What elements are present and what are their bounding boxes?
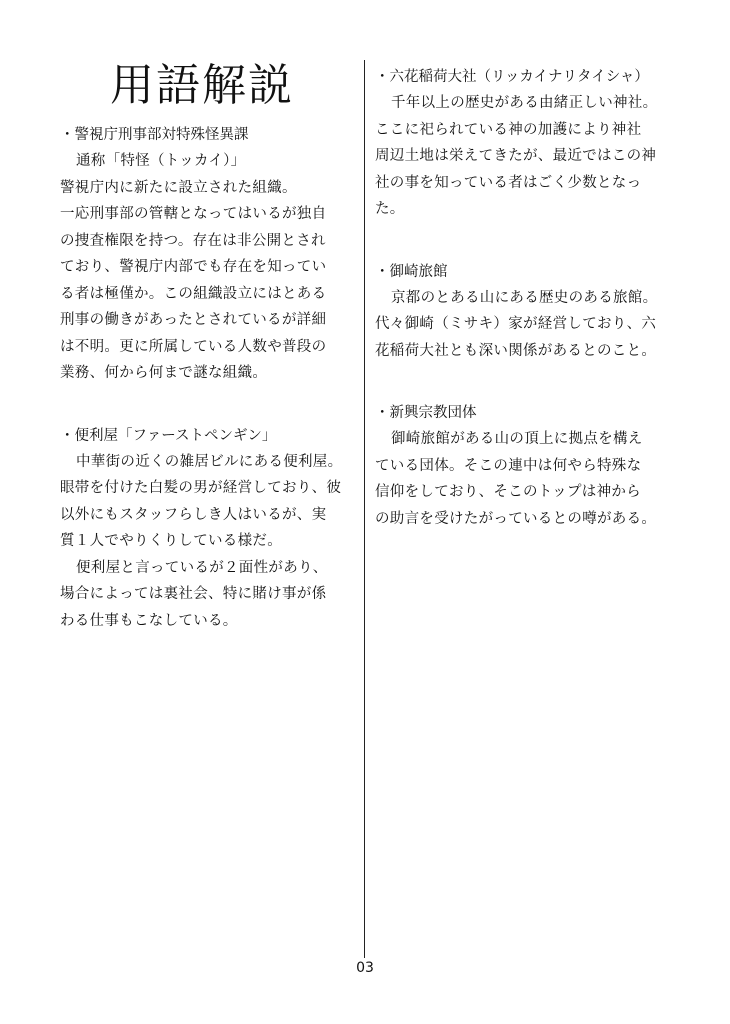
entry-line: 警視庁内に新たに設立された組織。 [60, 179, 297, 196]
entry-line: ここに祀られている神の加護により神社 [375, 121, 642, 138]
entry-line: 中華街の近くの雑居ビルにある便利屋。 [76, 453, 343, 470]
entry-heading: ・新興宗教団体 [375, 405, 477, 421]
glossary-entry [60, 122, 360, 387]
entry-line: 京都のとある山にある歴史のある旅館。 [391, 289, 658, 306]
entry-heading: ・六花稲荷大社（リッカイナリタイシャ） [375, 69, 649, 85]
glossary-entry [375, 259, 675, 365]
glossary-entry [60, 423, 360, 635]
entry-line: 刑事の働きがあったとされているが詳細 [60, 312, 327, 328]
entry-line: の捜査権限を持つ。存在は非公開とされ [60, 232, 326, 249]
entry-line: 周辺土地は栄えてきたが、最近ではこの神 [375, 148, 657, 164]
entry-line: 通称「特怪（トッカイ）」 [76, 153, 246, 169]
entry-line: 便利屋と言っているが２面性があり、 [76, 559, 328, 576]
entry-line: わる仕事もこなしている。 [60, 612, 238, 629]
entry-line: ており、警視庁内部でも存在を知ってい [60, 259, 327, 275]
entry-line: 業務、何から何まで謎な組織。 [60, 365, 268, 381]
right-column [375, 64, 675, 568]
entry-line: 場合によっては裏社会、特に賭け事が係 [60, 586, 327, 602]
entry-line: 質１人でやりくりしている様だ。 [60, 533, 282, 549]
column-divider [364, 60, 365, 958]
glossary-entry [375, 64, 675, 223]
entry-line: 以外にもスタッフらしき人はいるが、実 [60, 506, 327, 523]
entry-heading: ・警視庁刑事部対特殊怪異課 [60, 127, 249, 143]
entry-line: 社の事を知っている者はごく少数となっ [375, 174, 642, 191]
entry-heading: ・御崎旅館 [375, 263, 448, 280]
entry-line: 花稲荷大社とも深い関係があるとのこと。 [375, 342, 657, 359]
entry-line: 眼帯を付けた白髪の男が経営しており、彼 [60, 480, 342, 496]
entry-line: 御崎旅館がある山の頂上に拠点を構え [391, 431, 643, 447]
entry-line: ている団体。そこの連中は何やら特殊な [375, 457, 642, 474]
entry-line: 信仰をしており、そこのトップは神から [375, 484, 641, 500]
glossary-entry [375, 400, 675, 532]
left-column [60, 122, 360, 670]
entry-line: 一応刑事部の管轄となってはいるが独自 [60, 206, 327, 222]
entry-line: る者は極僅か。この組織設立にはとある [60, 285, 327, 302]
entry-line: 代々御崎（ミサキ）家が経営しており、六 [375, 316, 657, 332]
entry-line: 千年以上の歴史がある由緒正しい神社。 [391, 95, 658, 111]
entry-line: た。 [375, 201, 405, 217]
page-title: 用語解説 [110, 60, 294, 111]
entry-line: の助言を受けたがっているとの噂がある。 [375, 510, 657, 527]
entry-heading: ・便利屋「ファーストペンギン」 [60, 427, 277, 444]
entry-line: は不明。更に所属している人数や普段の [60, 338, 327, 355]
page-number: 03 [356, 960, 374, 976]
